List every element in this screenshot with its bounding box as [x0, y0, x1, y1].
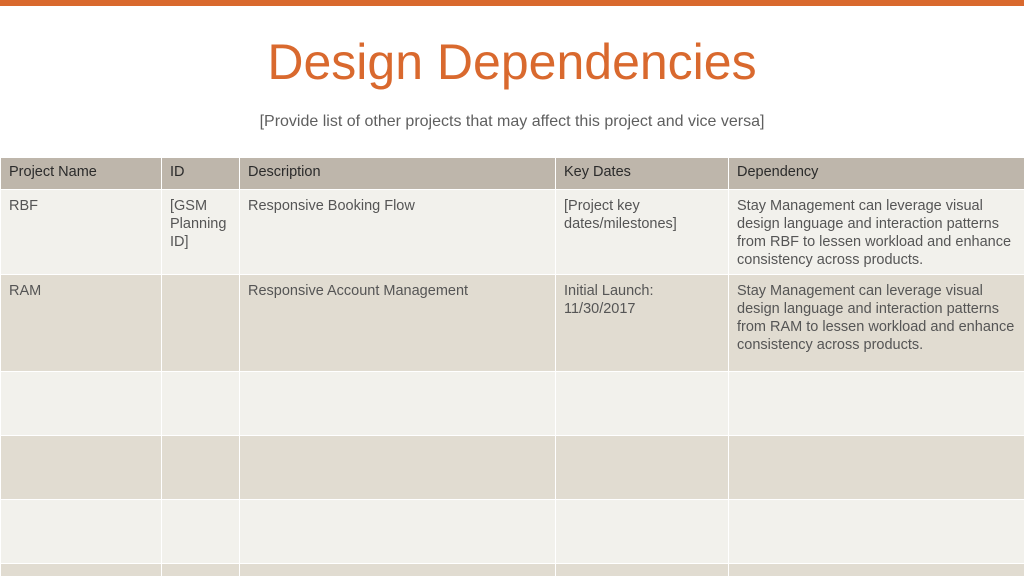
column-header-id: ID — [162, 158, 240, 190]
column-header-description: Description — [240, 158, 556, 190]
slide-title: Design Dependencies — [267, 34, 757, 90]
cell-id — [162, 372, 240, 436]
cell-dependency — [729, 372, 1024, 436]
top-accent-bar — [0, 0, 1024, 6]
cell-description — [240, 564, 556, 576]
table-row — [1, 500, 1024, 564]
cell-dependency — [729, 500, 1024, 564]
table-row — [1, 190, 1024, 275]
cell-project-name — [1, 500, 162, 564]
cell-project-name: RAM — [1, 275, 162, 372]
cell-dependency — [729, 436, 1024, 500]
cell-project-name: RBF — [1, 190, 162, 275]
cell-project-name — [1, 372, 162, 436]
cell-id — [162, 275, 240, 372]
cell-description: Responsive Booking Flow — [240, 190, 556, 275]
dependencies-table — [0, 157, 1024, 576]
cell-key-dates — [556, 500, 729, 564]
cell-dependency — [729, 564, 1024, 576]
column-header-key-dates: Key Dates — [556, 158, 729, 190]
cell-description: Responsive Account Management — [240, 275, 556, 372]
cell-project-name — [1, 436, 162, 500]
cell-id — [162, 436, 240, 500]
cell-key-dates — [556, 564, 729, 576]
cell-description — [240, 372, 556, 436]
cell-key-dates — [556, 436, 729, 500]
table-header-row — [1, 158, 1024, 190]
cell-key-dates: Initial Launch: 11/30/2017 — [556, 275, 729, 372]
cell-key-dates — [556, 372, 729, 436]
cell-description — [240, 500, 556, 564]
column-header-dependency: Dependency — [729, 158, 1024, 190]
slide-subtitle: [Provide list of other projects that may affect this project and vice versa] — [259, 113, 765, 130]
table-row — [1, 275, 1024, 372]
cell-id — [162, 500, 240, 564]
cell-dependency: Stay Management can leverage visual design language and interaction patterns from RBF to lessen workload and enhance consistency across products. — [729, 190, 1024, 275]
cell-project-name — [1, 564, 162, 576]
table-row — [1, 564, 1024, 576]
cell-description — [240, 436, 556, 500]
cell-id: [GSM Planning ID] — [162, 190, 240, 275]
cell-id — [162, 564, 240, 576]
table-row — [1, 436, 1024, 500]
column-header-project-name: Project Name — [1, 158, 162, 190]
table-row — [1, 372, 1024, 436]
cell-key-dates: [Project key dates/milestones] — [556, 190, 729, 275]
cell-dependency: Stay Management can leverage visual design language and interaction patterns from RAM to lessen workload and enhance consistency across products. — [729, 275, 1024, 372]
